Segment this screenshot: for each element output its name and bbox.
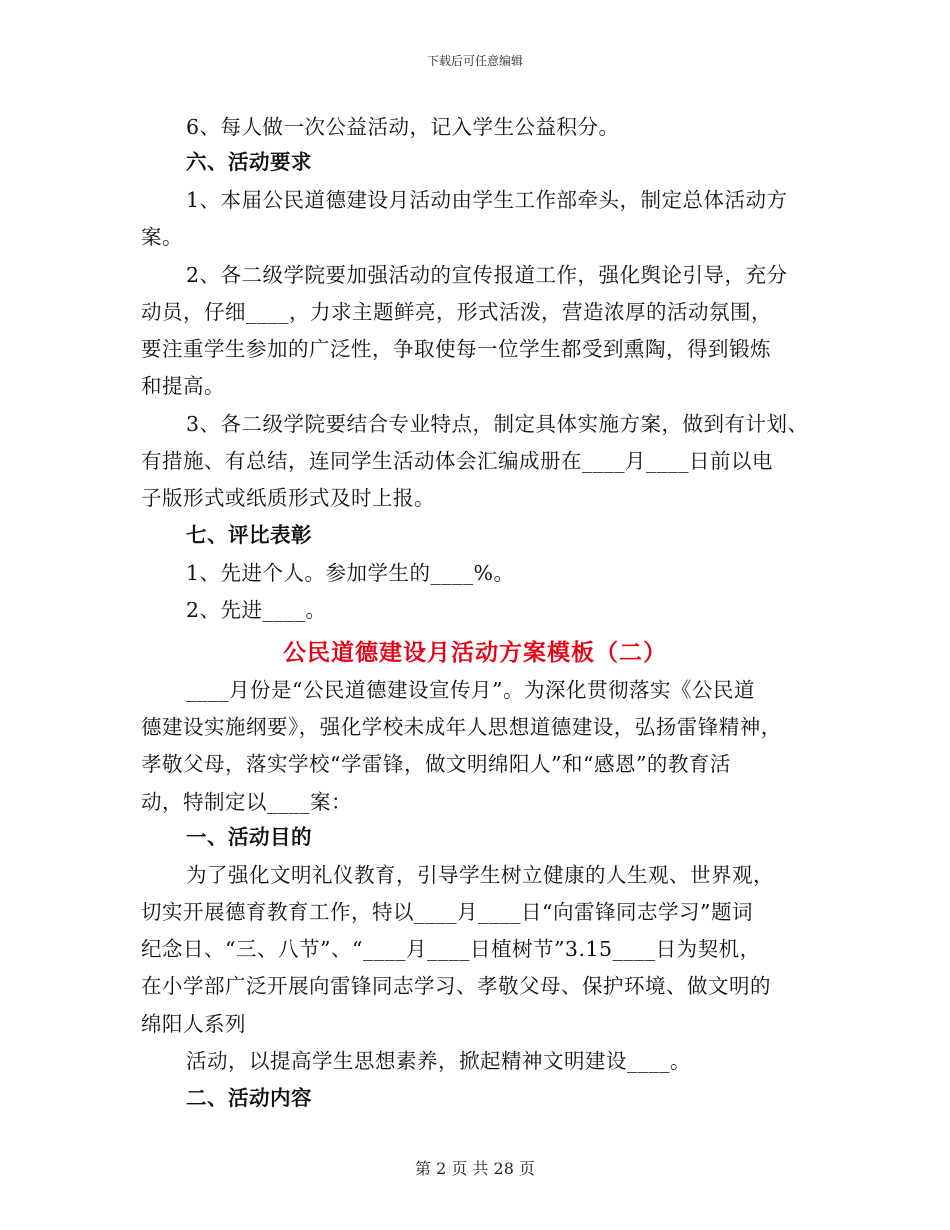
paragraph-line: 和提高。 xyxy=(141,374,225,398)
paragraph-line: 2、各二级学院要加强活动的宣传报道工作，强化舆论引导，充分 xyxy=(186,263,788,287)
paragraph-line: ____月份是“公民道德建设宣传月”。为深化贯彻落实《公民道 xyxy=(186,678,755,702)
paragraph-line: 活动，以提高学生思想素养，掀起精神文明建设____。 xyxy=(186,1049,691,1073)
paragraph-line: 有措施、有总结，连同学生活动体会汇编成册在____月____日前以电 xyxy=(141,449,773,473)
page-header: 下载后可任意编辑 xyxy=(426,54,523,68)
paragraph-line: 为了强化文明礼仪教育，引导学生树立健康的人生观、世界观， xyxy=(186,863,774,887)
paragraph-line: 动，特制定以____案： xyxy=(141,790,352,814)
paragraph-line: 德建设实施纲要》，强化学校未成年人思想道德建设，弘扬雷锋精神， xyxy=(141,715,782,739)
section-heading: 二、活动内容 xyxy=(186,1086,312,1110)
paragraph-line: 6、每人做一次公益活动，记入学生公益积分。 xyxy=(186,115,620,139)
paragraph-line: 绵阳人系列 xyxy=(141,1012,246,1036)
paragraph-line: 1、先进个人。参加学生的____%。 xyxy=(186,561,515,585)
paragraph-line: 2、先进____。 xyxy=(186,598,327,622)
paragraph-line: 纪念日、“三、八节”、“____月____日植树节”3.15____日为契机， xyxy=(141,937,761,961)
document-title: 公民道德建设月活动方案模板（二） xyxy=(283,639,667,666)
paragraph-line: 动员，仔细____，力求主题鲜亮，形式活泼，营造浓厚的活动氛围， xyxy=(141,300,772,324)
page-footer: 第 2 页 共 28 页 xyxy=(415,1159,535,1178)
paragraph-line: 切实开展德育教育工作，特以____月____日“向雷锋同志学习”题词 xyxy=(141,900,753,924)
section-heading: 六、活动要求 xyxy=(186,150,312,174)
paragraph-line: 案。 xyxy=(141,225,183,249)
paragraph-line: 3、各二级学院要结合专业特点，制定具体实施方案，做到有计划、 xyxy=(186,412,809,436)
paragraph-line: 孝敬父母，落实学校“学雷锋，做文明绵阳人”和“感恩”的教育活 xyxy=(141,752,731,776)
paragraph-line: 在小学部广泛开展向雷锋同志学习、孝敬父母、保护环境、做文明的 xyxy=(141,974,771,998)
paragraph-line: 要注重学生参加的广泛性，争取使每一位学生都受到熏陶，得到锻炼 xyxy=(141,337,771,361)
section-heading: 七、评比表彰 xyxy=(186,523,312,547)
paragraph-line: 1、本届公民道德建设月活动由学生工作部牵头，制定总体活动方 xyxy=(186,188,788,212)
section-heading: 一、活动目的 xyxy=(186,825,312,849)
paragraph-line: 子版形式或纸质形式及时上报。 xyxy=(141,486,435,510)
